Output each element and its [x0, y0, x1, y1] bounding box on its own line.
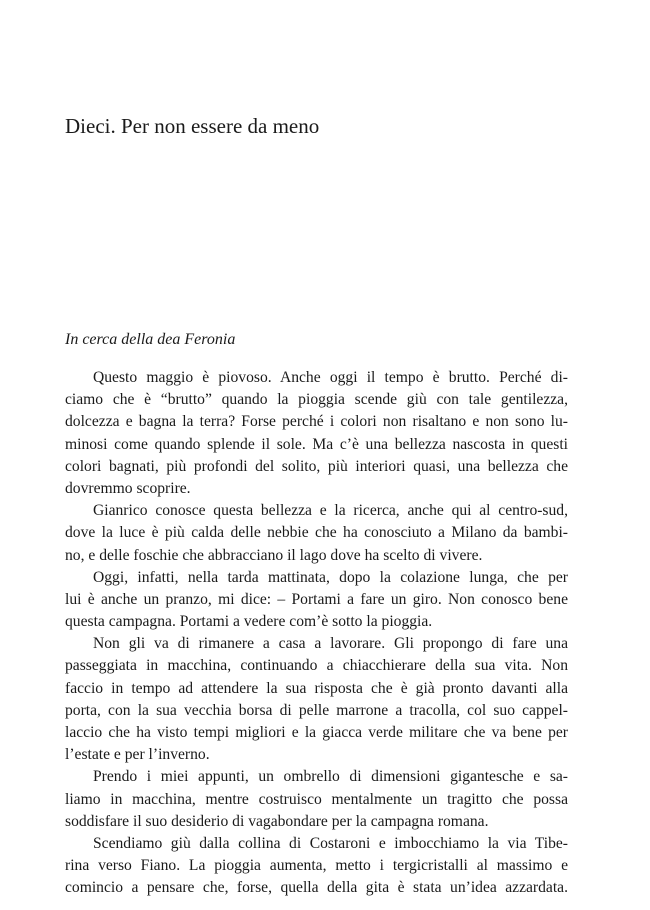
text-line: colori bagnati, più profondi del solito, più interiori quasi, una bellezza che [65, 457, 568, 475]
text-line: passeggiata in macchina, continuando a chiacchierare della sua vita. Non [65, 657, 568, 675]
text-line: dove la luce è più calda delle nebbie che ha conosciuto a Milano da bambi- [65, 524, 568, 542]
paragraph [65, 833, 568, 900]
text-line: laccio che ha visto tempi migliori e la giacca verde militare che va bene per [65, 724, 568, 741]
text-line: no, e delle foschie che abbracciano il lago dove ha scelto di vivere. [65, 546, 483, 564]
paragraph [65, 567, 568, 634]
text-line: dovremmo scoprire. [65, 479, 191, 497]
text-line: rina verso Fiano. La pioggia aumenta, metto i tergicristalli al massimo e [65, 857, 568, 875]
text-line: dolcezza e bagna la terra? Forse perché i colori non risaltano e non sono lu- [65, 413, 568, 431]
text-line: comincio a pensare che, forse, quella della gita è stata un’idea azzardata. [65, 879, 568, 897]
text-line: ciamo che è “brutto” quando la pioggia scende giù con tale gentilezza, [65, 391, 568, 409]
text-line: Prendo i miei appunti, un ombrello di dimensioni gigantesche e sa- [93, 768, 568, 786]
text-line: Scendiamo giù dalla collina di Costaroni e imbocchiamo la via Tibe- [93, 834, 568, 852]
text-line: liamo in macchina, mentre costruisco mentalmente un tragitto che possa [65, 790, 568, 808]
text-line: l’estate e per l’inverno. [65, 746, 210, 764]
paragraph [65, 367, 568, 500]
text-line: faccio in tempo ad attendere la sua risposta che è già pronto davanti alla [65, 679, 568, 697]
text-line: Non gli va di rimanere a casa a lavorare. Gli propongo di fare una [93, 635, 568, 653]
text-line: soddisfare il suo desiderio di vagabondare per la campagna romana. [65, 812, 489, 830]
section-title: In cerca della dea Feronia [65, 331, 236, 348]
body-text [65, 367, 568, 900]
text-line: Questo maggio è piovoso. Anche oggi il tempo è brutto. Perché di- [93, 369, 568, 386]
chapter-title: Dieci. Per non essere da meno [65, 114, 320, 138]
text-line: lui è anche un pranzo, mi dice: – Portami a fare un giro. Non conosco bene [65, 590, 568, 608]
paragraph [65, 500, 568, 567]
text-line: Gianrico conosce questa bellezza e la ricerca, anche qui al centro-sud, [93, 502, 568, 520]
text-line: minosi come quando splende il sole. Ma c’è una bellezza nascosta in questi [65, 435, 568, 453]
paragraph [65, 633, 568, 766]
text-line: Oggi, infatti, nella tarda mattinata, dopo la colazione lunga, che per [93, 568, 568, 586]
text-line: questa campagna. Portami a vedere com’è sotto la pioggia. [65, 613, 433, 631]
paragraph [65, 766, 568, 833]
text-line: porta, con la sua vecchia borsa di pelle marrone a tracolla, col suo cappel- [65, 701, 568, 719]
